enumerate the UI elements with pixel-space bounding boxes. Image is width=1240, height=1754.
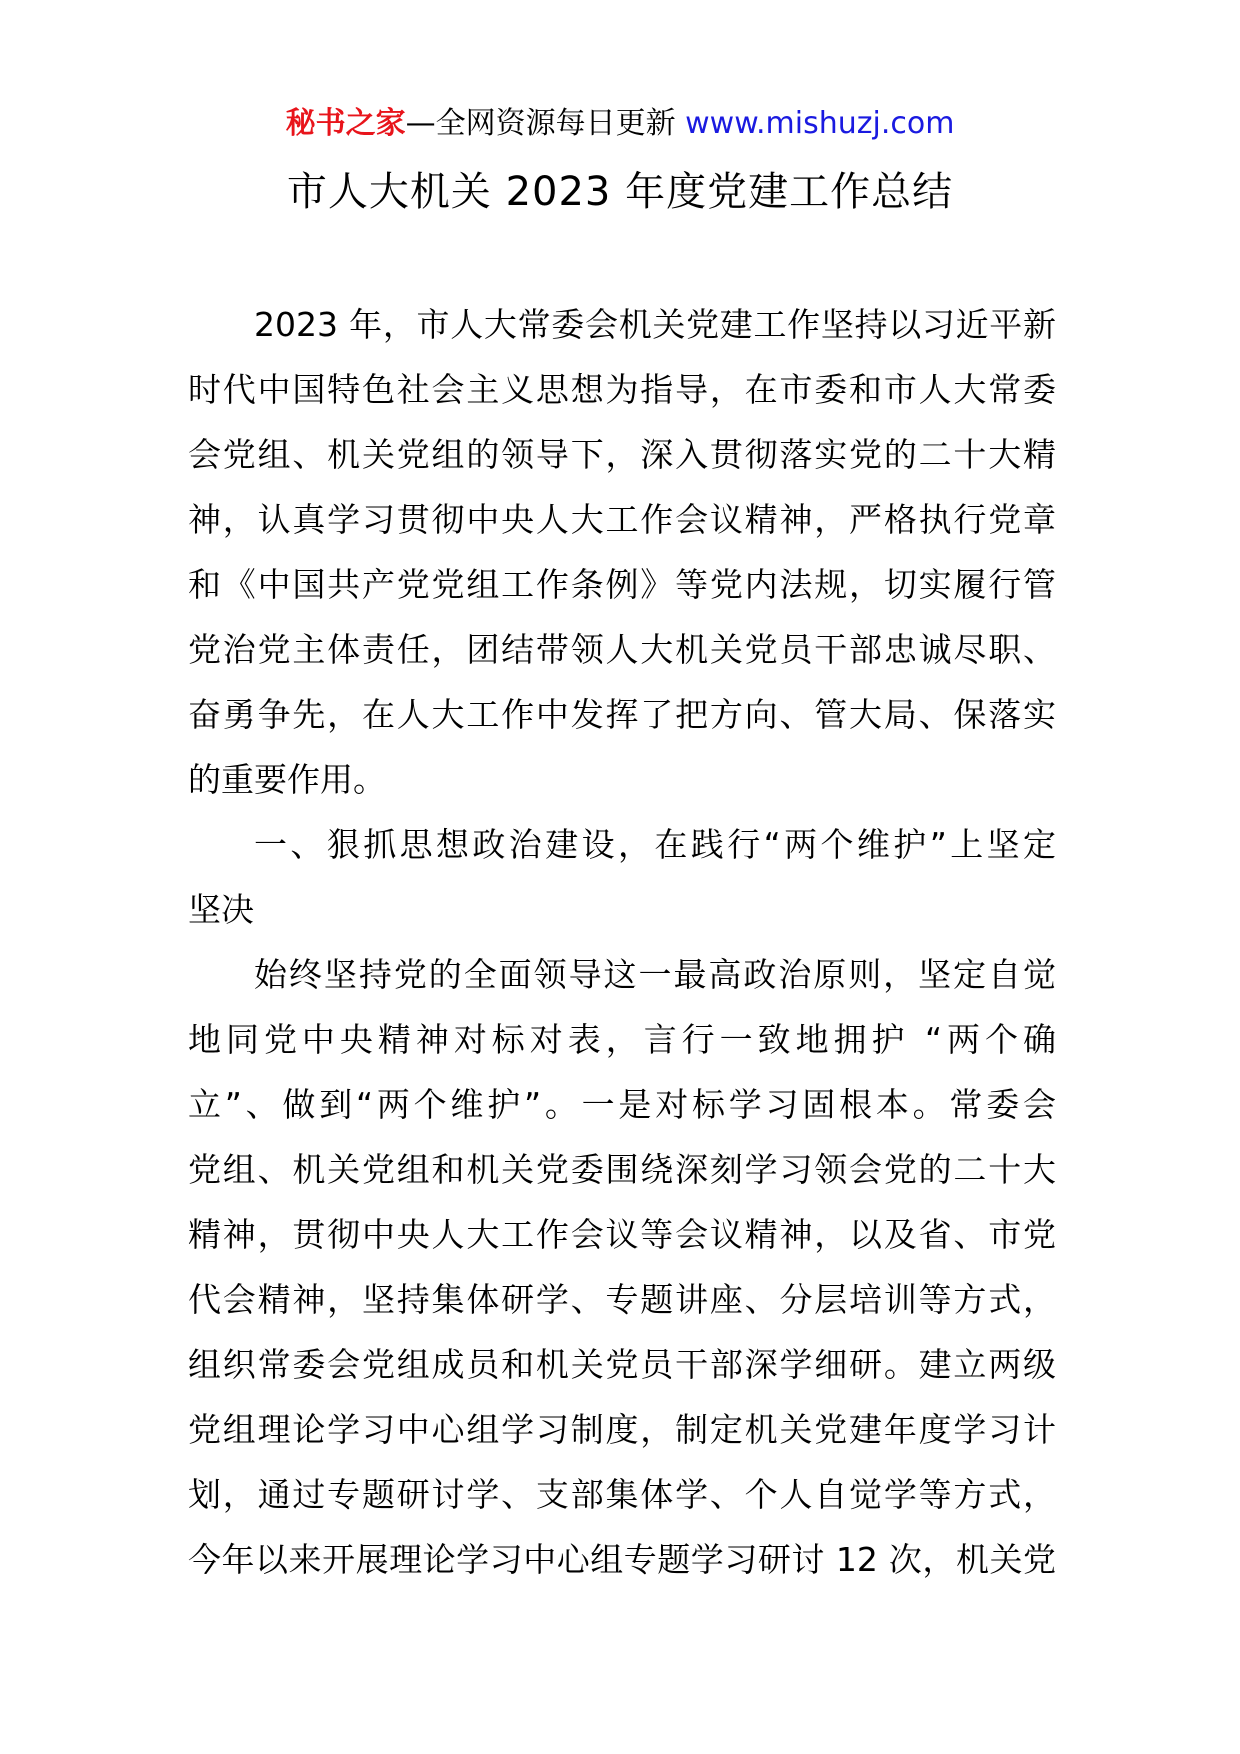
body-text-line: 今年以来开展理论学习中心组专题学习研讨 12 次，机关党: [188, 1540, 1056, 1579]
body-text-line: 党治党主体责任，团结带领人大机关党员干部忠诚尽职、: [188, 630, 1056, 669]
document-title: 市人大机关 2023 年度党建工作总结: [286, 169, 954, 215]
body-text-line: 奋勇争先，在人大工作中发挥了把方向、管大局、保落实: [188, 695, 1056, 734]
body-text-line: 会党组、机关党组的领导下，深入贯彻落实党的二十大精: [188, 435, 1056, 474]
body-text-line: 立”、做到“两个维护”。一是对标学习固根本。常委会: [188, 1085, 1056, 1124]
body-text-line: 神，认真学习贯彻中央人大工作会议精神，严格执行党章: [188, 500, 1056, 539]
body-text-line: 精神，贯彻中央人大工作会议等会议精神，以及省、市党: [188, 1215, 1056, 1254]
body-text-line: 一、狠抓思想政治建设，在践行“两个维护”上坚定: [254, 825, 1056, 864]
body-text-line: 党组、机关党组和机关党委围绕深刻学习领会党的二十大: [188, 1150, 1056, 1189]
body-text-line: 时代中国特色社会主义思想为指导，在市委和市人大常委: [188, 370, 1056, 409]
body-text-line: 组织常委会党组成员和机关党员干部深学细研。建立两级: [188, 1345, 1056, 1384]
body-text-line: 2023 年，市人大常委会机关党建工作坚持以习近平新: [254, 305, 1056, 344]
brand-name: 秘书之家: [285, 106, 406, 141]
body-text-line: 划，通过专题研讨学、支部集体学、个人自觉学等方式，: [188, 1475, 1056, 1514]
body-text-line: 代会精神，坚持集体研学、专题讲座、分层培训等方式，: [188, 1280, 1056, 1319]
body-text-line: 的重要作用。: [188, 760, 386, 799]
body-text-line: 和《中国共产党党组工作条例》等党内法规，切实履行管: [188, 565, 1056, 604]
header-tagline: —全网资源每日更新: [405, 106, 676, 141]
site-url-link[interactable]: www.mishuzj.com: [685, 106, 955, 141]
body-text-line: 坚决: [188, 890, 254, 929]
document-body: [188, 292, 1056, 1592]
body-text-line: 始终坚持党的全面领导这一最高政治原则，坚定自觉: [254, 955, 1056, 994]
body-text-line: 地同党中央精神对标对表，言行一致地拥护 “两个确: [188, 1020, 1056, 1059]
site-header: [0, 102, 1240, 146]
body-text-line: 党组理论学习中心组学习制度，制定机关党建年度学习计: [188, 1410, 1056, 1449]
